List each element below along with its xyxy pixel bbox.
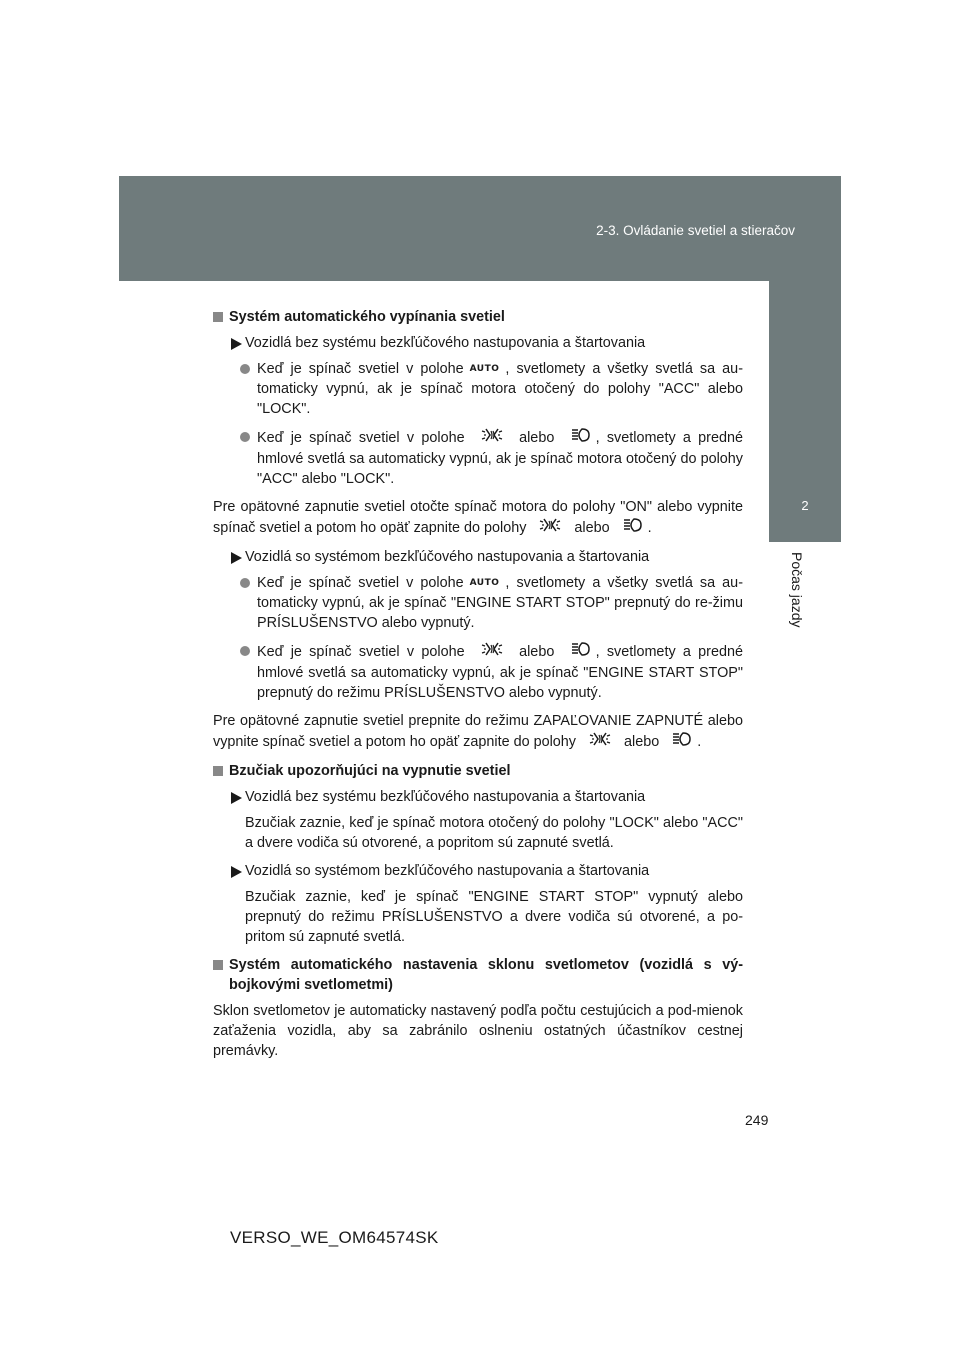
list-item: Keď je spínač svetiel v polohe alebo , svetlomety a predné hmlové svetlá sa automaticky vypnú, ak je spínač motora otočený do polohy "ACC" alebo "LOCK".: [213, 427, 743, 489]
vehicle-variant: Vozidlá bez systému bezkľúčového nastupovania a štartovania: [213, 333, 743, 353]
vehicle-variant: Vozidlá bez systému bezkľúčového nastupovania a štartovania: [213, 787, 743, 807]
fog-light-icon: [584, 731, 616, 753]
fog-light-icon: [476, 641, 508, 663]
page-content: [213, 307, 743, 1069]
section-heading: Bzučiak upozorňujúci na vypnutie svetiel: [213, 761, 743, 781]
triangle-pointer-icon: [231, 866, 242, 878]
document-code: VERSO_WE_OM64574SK: [230, 1228, 439, 1247]
fog-light-icon: [476, 427, 508, 449]
triangle-pointer-icon: [231, 552, 242, 564]
round-bullet-icon: [240, 578, 250, 588]
paragraph: Pre opätovné zapnutie svetiel otočte spínač motora do polohy "ON" alebo vypnite spínač svetiel a potom ho opäť zapnite do polohy alebo .: [213, 497, 743, 539]
header-band: [119, 176, 841, 281]
list-item: Keď je spínač svetiel v polohe AUTO , svetlomety a všetky svetlá sa au-tomaticky vypnú, ak je spínač "ENGINE START STOP" prepnutý do re-žimu PRÍSLUŠENSTVO alebo vypnutý.: [213, 573, 743, 633]
square-bullet-icon: [213, 312, 223, 322]
section-title: 2-3. Ovládanie svetiel a stieračov: [596, 223, 795, 238]
headlight-icon: [566, 641, 592, 663]
vehicle-variant: Vozidlá so systémom bezkľúčového nastupovania a štartovania: [213, 547, 743, 567]
square-bullet-icon: [213, 766, 223, 776]
triangle-pointer-icon: [231, 792, 242, 804]
list-item: Keď je spínač svetiel v polohe alebo , svetlomety a predné hmlové svetlá sa automaticky vypnú, ak je spínač "ENGINE START STOP" prepnutý do režimu PRÍSLUŠENSTVO alebo vypnutý.: [213, 641, 743, 703]
auto-switch-icon: AUTO: [469, 578, 500, 589]
headlight-icon: [566, 427, 592, 449]
paragraph: Pre opätovné zapnutie svetiel prepnite do režimu ZAPAĽOVANIE ZAPNUTÉ alebo vypnite spínač svetiel a potom ho opäť zapnite do polohy alebo .: [213, 711, 743, 753]
round-bullet-icon: [240, 364, 250, 374]
round-bullet-icon: [240, 646, 250, 656]
section-heading: Systém automatického vypínania svetiel: [213, 307, 743, 327]
section-heading: Systém automatického nastavenia sklonu svetlometov (vozidlá s vý-bojkovými svetlometmi): [213, 955, 743, 995]
page-number: 249: [745, 1112, 769, 1128]
triangle-pointer-icon: [231, 338, 242, 350]
vehicle-variant: Vozidlá so systémom bezkľúčového nastupovania a štartovania: [213, 861, 743, 881]
chapter-label: Počas jazdy: [789, 552, 805, 628]
square-bullet-icon: [213, 960, 223, 970]
headlight-icon: [618, 517, 644, 539]
paragraph: Bzučiak zaznie, keď je spínač "ENGINE START STOP" vypnutý alebo prepnutý do režimu PRÍSLUŠENSTVO a dvere vodiča sú otvorené, a po-pritom sú zapnuté svetlá.: [245, 889, 743, 946]
paragraph: Bzučiak zaznie, keď je spínač motora otočený do polohy "LOCK" alebo "ACC" a dvere vodiča sú otvorené, a popritom sú zapnuté svetlá.: [245, 815, 743, 852]
chapter-number: 2: [801, 498, 809, 513]
chapter-tab: [769, 281, 841, 542]
auto-switch-icon: AUTO: [469, 364, 500, 375]
list-item: Keď je spínač svetiel v polohe AUTO , svetlomety a všetky svetlá sa au-tomaticky vypnú, ak je spínač motora otočený do polohy "ACC" alebo "LOCK".: [213, 359, 743, 419]
round-bullet-icon: [240, 432, 250, 442]
fog-light-icon: [534, 517, 566, 539]
headlight-icon: [667, 731, 693, 753]
paragraph: Sklon svetlometov je automaticky nastavený podľa počtu cestujúcich a pod-mienok zaťaženia vozidla, aby sa zabránilo oslneniu ostatných účastníkov cestnej premávky.: [213, 1003, 743, 1060]
